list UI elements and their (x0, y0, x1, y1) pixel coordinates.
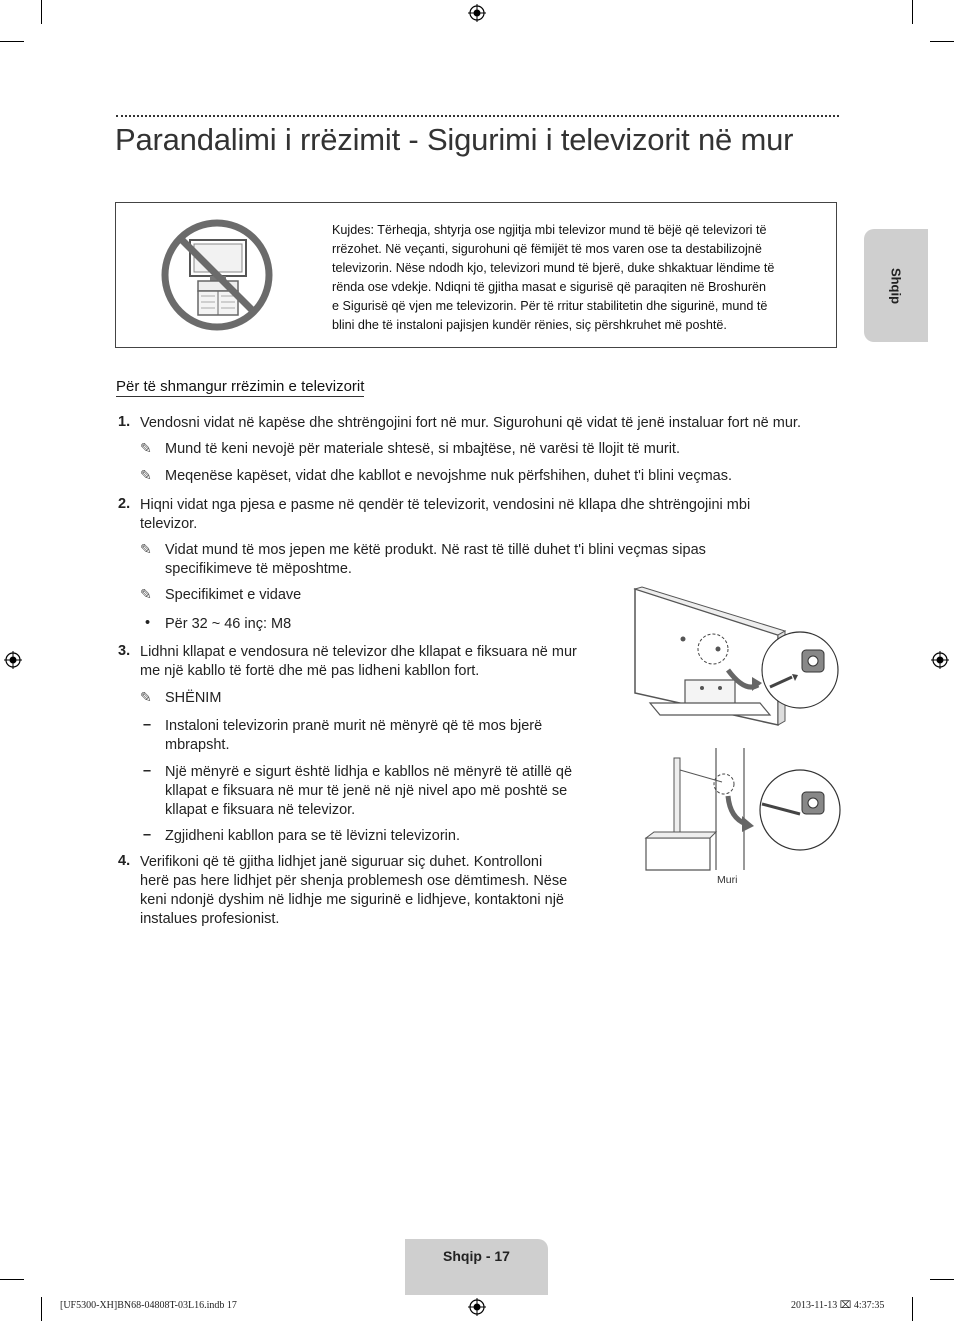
page-title: Parandalimi i rrëzimit - Sigurimi i televizorit në mur (115, 122, 794, 157)
step-1-note: Meqenëse kapëset, vidat dhe kabllot e nevojshme nuk përfshihen, duhet t'i blini veçmas. (165, 468, 732, 484)
step-3-line: Lidhni kllapat e vendosura në televizor dhe kllapat e fiksuara në mur (140, 644, 577, 660)
step-1-text: Vendosni vidat në kapëse dhe shtrëngojini fort në mur. Sigurohuni që vidat të jenë instaluar fort në mur. (140, 415, 801, 431)
dash-item-line: Instaloni televizorin pranë murit në mënyrë që të mos bjerë (165, 718, 543, 734)
crop-mark (912, 1297, 913, 1321)
step-4-line: keni ndonjë dyshim në lidhje me sigurinë e lidhjeve, kontaktoni një (140, 892, 564, 908)
crop-mark (0, 1279, 24, 1280)
step-4-text (140, 853, 567, 929)
dash-item-line: Një mënyrë e sigurt është lidhja e kabllos në mënyrë të atillë që (165, 764, 573, 780)
step-number: 4. (118, 853, 131, 869)
dash: – (143, 763, 152, 779)
note-pencil-icon: ✎ (140, 440, 152, 456)
dash: – (143, 717, 152, 733)
step-2-line: televizor. (140, 516, 198, 532)
print-footer-timestamp: 2013-11-13 ⌧ 4:37:35 (791, 1300, 885, 1311)
step-number: 2. (118, 496, 131, 512)
wall-label: Muri (717, 874, 738, 886)
language-side-tab (864, 229, 928, 342)
caution-box (115, 202, 837, 348)
step-2-note-line: specifikimeve të mëposhtme. (165, 561, 352, 577)
step-3-dash-item: Zgjidheni kabllon para se të lëvizni televizorin. (165, 828, 460, 844)
dash: – (143, 827, 152, 843)
step-1-note: Mund të keni nevojë për materiale shtesë, si mbajtëse, në varësi të llojit të murit. (165, 441, 680, 457)
step-number: 3. (118, 643, 131, 659)
print-footer-file: [UF5300-XH]BN68-04808T-03L16.indb 17 (60, 1300, 237, 1311)
caution-line: e Sigurisë që vjen me televizorin. Për të rritur stabilitetin dhe sigurinë, mund të (332, 299, 768, 313)
section-heading: Për të shmangur rrëzimin e televizorit (116, 378, 365, 395)
registration-mark-icon (468, 4, 486, 22)
step-3-text (140, 643, 577, 681)
step-2-text (140, 496, 750, 534)
step-2-note: Specifikimet e vidave (165, 587, 302, 603)
step-2-note-line: Vidat mund të mos jepen me këtë produkt. Në rast të tillë duhet t'i blini veçmas sipas (165, 542, 706, 558)
language-side-tab-label: Shqip (888, 267, 904, 304)
registration-mark-icon (931, 651, 949, 669)
step-number: 1. (118, 414, 131, 430)
title-rule (116, 115, 839, 117)
page-number: Shqip - 17 (443, 1248, 510, 1264)
registration-mark-icon (4, 651, 22, 669)
registration-mark-icon (468, 1298, 486, 1316)
dash-item-line: kllapat e fiksuara në televizor. (165, 802, 356, 818)
crop-mark (912, 0, 913, 24)
step-4-line: Verifikoni që të gjitha lidhjet janë siguruar siç duhet. Kontrolloni (140, 854, 543, 870)
dash-item-line: mbrapsht. (165, 737, 230, 753)
caution-line: blini dhe të instaloni pajisjen kundër rënies, siç përshkruhet më poshtë. (332, 318, 727, 332)
note-pencil-icon: ✎ (140, 586, 152, 602)
note-label: SHËNIM (165, 690, 222, 706)
step-2-line: Hiqni vidat nga pjesa e pasme në qendër të televizorit, vendosini në kllapa dhe shtrëngojini mbi (140, 497, 751, 513)
crop-mark (930, 41, 954, 42)
bullet: • (145, 615, 151, 631)
no-climbing-tv-icon (160, 218, 274, 332)
step-3-dash-item (165, 763, 572, 820)
step-4-line: herë pas here lidhjet për shenja problemesh ose dëmtimesh. Nëse (140, 873, 568, 889)
screw-spec: Për 32 ~ 46 inç: M8 (165, 616, 292, 632)
tv-bracket-illustration (630, 585, 845, 740)
caution-line: televizorin. Nëse ndodh kjo, televizori mund të bjerë, duke shkaktuar lëndime të (332, 261, 775, 275)
step-4-line: instalues profesionist. (140, 911, 280, 927)
note-pencil-icon: ✎ (140, 689, 152, 705)
step-3-dash-item (165, 717, 542, 755)
caution-line: rrëzohet. Në veçanti, sigurohuni që fëmijët të mos varen ose ta destabilizojnë (332, 242, 762, 256)
page-number-tab (405, 1239, 548, 1295)
step-3-line: me një kabllo të fortë dhe më pas lidheni kabllon fort. (140, 663, 480, 679)
crop-mark (930, 1279, 954, 1280)
caution-line: Kujdes: Tërheqja, shtyrja ose ngjitja mbi televizor mund të bëjë që televizori të (332, 223, 767, 237)
caution-text (332, 221, 828, 335)
crop-mark (0, 41, 24, 42)
step-2-note (165, 541, 706, 579)
note-pencil-icon: ✎ (140, 541, 152, 557)
caution-line: rënda ose vdekje. Ndiqni të gjitha masat e sigurisë që paraqiten në Broshurën (332, 280, 767, 294)
crop-mark (41, 1297, 42, 1321)
wall-anchor-illustration (640, 748, 845, 873)
note-pencil-icon: ✎ (140, 467, 152, 483)
dash-item-line: kllapat e fiksuara në mur të jenë në një nivel apo më poshtë se (165, 783, 568, 799)
crop-mark (41, 0, 42, 24)
